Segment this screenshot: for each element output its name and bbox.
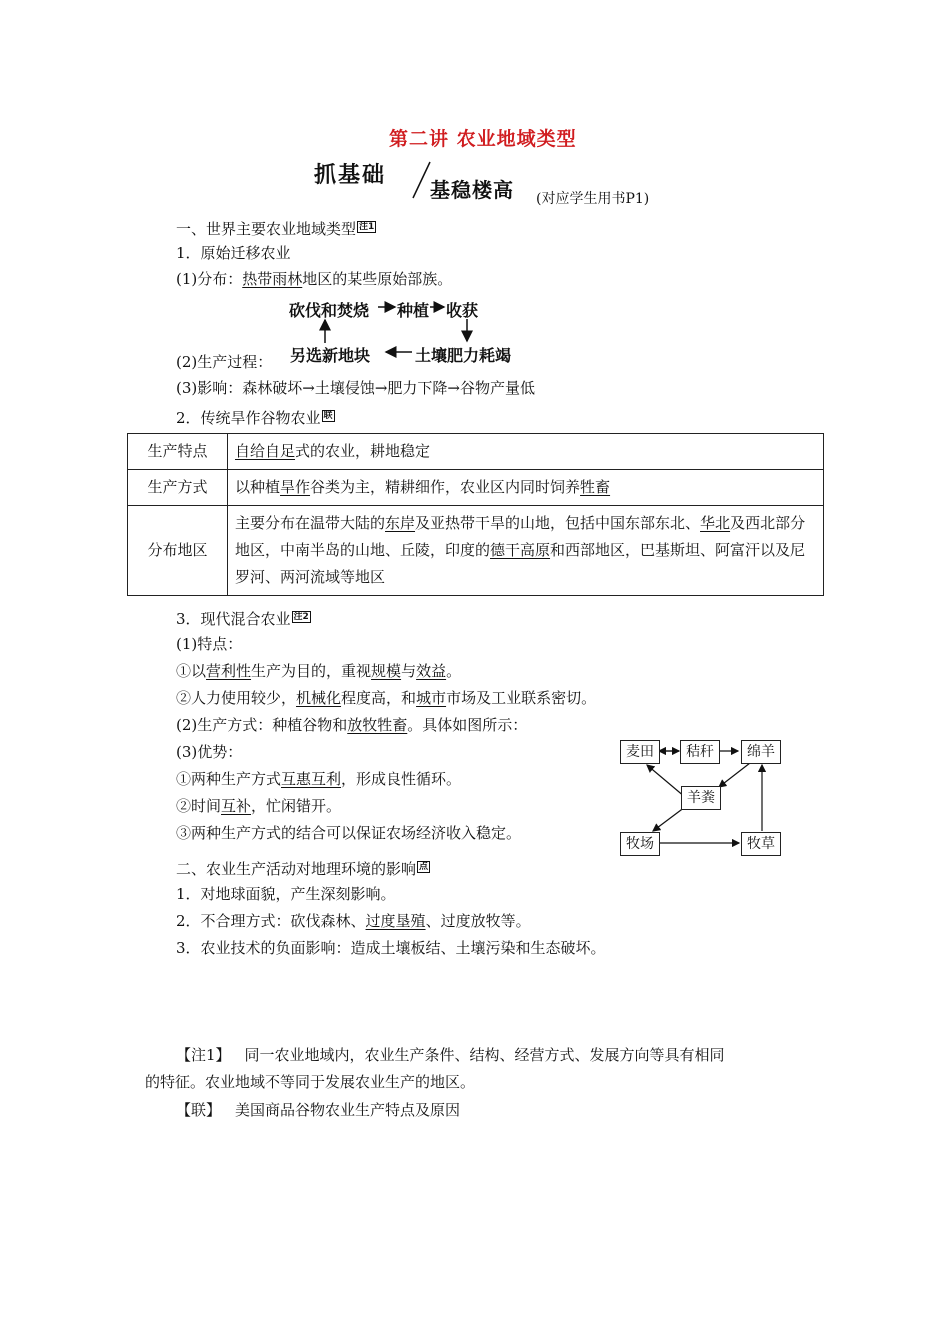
table-cell: 主要分布在温带大陆的东岸及亚热带干旱的山地，包括中国东部东北、华北及西北部分地区，中南半岛的山地、丘陵，印度的德干高原和西部地区，巴基斯坦、阿富汗以及尼罗河、两河流域等地区 — [228, 506, 824, 596]
banner-right: 基稳楼高 — [430, 178, 514, 202]
p1-process: (2)生产过程： — [176, 353, 273, 371]
flow-node: 土壤肥力耗竭 — [415, 346, 512, 365]
p2-heading: 2．传统旱作谷物农业 $^联$ — [176, 409, 333, 427]
table-cell: 以种植旱作谷类为主，精耕细作，农业区内同时饲养牲畜 — [228, 470, 824, 506]
p3-mode: (2)生产方式：种植谷物和放牧牲畜。具体如图所示： — [176, 716, 528, 734]
diagram-node-wheat: 麦田 — [620, 740, 660, 764]
diagram-node-grass: 牧草 — [741, 832, 781, 856]
sec2-line-3: 3．农业技术的负面影响：造成土壤板结、土壤污染和生态破坏。 — [176, 939, 606, 957]
banner-left: 抓基础 — [314, 163, 387, 188]
note-tag: 联 — [323, 411, 333, 421]
sec2-heading: 二、农业生产活动对地理环境的影响 $^点$ — [176, 860, 429, 878]
p3-advantages: (3)优势： — [176, 743, 243, 761]
p1-impact: (3)影响：森林破坏→土壤侵蚀→肥力下降→谷物产量低 — [176, 379, 535, 397]
note-2: 【联】 美国商品谷物农业生产特点及原因 — [176, 1101, 461, 1119]
table-row — [128, 434, 824, 470]
banner-ref: (对应学生用书P1) — [536, 191, 650, 207]
note-1-line-2: 的特征。农业地域不等同于发展农业生产的地区。 — [145, 1073, 476, 1091]
flow-node: 收获 — [446, 301, 479, 320]
p3-heading: 3．现代混合农业 $^{注2}$ — [176, 610, 309, 628]
note-1-line-1: 【注1】 同一农业地域内，农业生产条件、结构、经营方式、发展方向等具有相同 — [176, 1046, 725, 1064]
table-cell: 自给自足式的农业，耕地稳定 — [228, 434, 824, 470]
table-row — [128, 506, 824, 596]
diagram-node-dung: 羊粪 — [681, 786, 721, 810]
p3-features: (1)特点： — [176, 635, 243, 653]
p3-feature-2: ②人力使用较少，机械化程度高，和城市市场及工业联系密切。 — [176, 689, 597, 707]
traditional-farming-table — [127, 433, 824, 596]
page-title: 第二讲 农业地域类型 — [389, 128, 577, 150]
p1-distribution: (1)分布：热带雨林地区的某些原始部族。 — [176, 270, 453, 288]
note-tag: 点 — [419, 862, 429, 872]
table-head-cell: 生产特点 — [128, 434, 228, 470]
p3-advantage-1: ①两种生产方式互惠互利，形成良性循环。 — [176, 770, 462, 788]
p1-heading: 1．原始迁移农业 — [176, 244, 291, 262]
flow-node: 种植 — [397, 301, 430, 320]
p3-feature-1: ①以营利性生产为目的，重视规模与效益。 — [176, 662, 462, 680]
table-head-cell: 分布地区 — [128, 506, 228, 596]
sec2-line-1: 1．对地球面貌，产生深刻影响。 — [176, 885, 396, 903]
diagram-node-straw: 秸秆 — [680, 740, 720, 764]
sec2-line-2: 2．不合理方式：砍伐森林、过度垦殖、过度放牧等。 — [176, 912, 531, 930]
diagram-node-pasture: 牧场 — [620, 832, 660, 856]
sec1-heading: 一、世界主要农业地域类型 $^{注1}$ — [176, 220, 375, 238]
flow-node: 砍伐和焚烧 — [289, 301, 370, 320]
p3-advantage-3: ③两种生产方式的结合可以保证农场经济收入稳定。 — [176, 824, 522, 842]
p3-advantage-2: ②时间互补，忙闲错开。 — [176, 797, 342, 815]
banner-slash-icon — [410, 160, 432, 200]
note-tag: 注2 — [293, 612, 309, 622]
note-tag: 注1 — [359, 222, 375, 232]
table-head-cell: 生产方式 — [128, 470, 228, 506]
flow-node: 另选新地块 — [290, 346, 371, 365]
table-row — [128, 470, 824, 506]
flow-arrows — [280, 290, 540, 370]
diagram-node-sheep: 绵羊 — [741, 740, 781, 764]
